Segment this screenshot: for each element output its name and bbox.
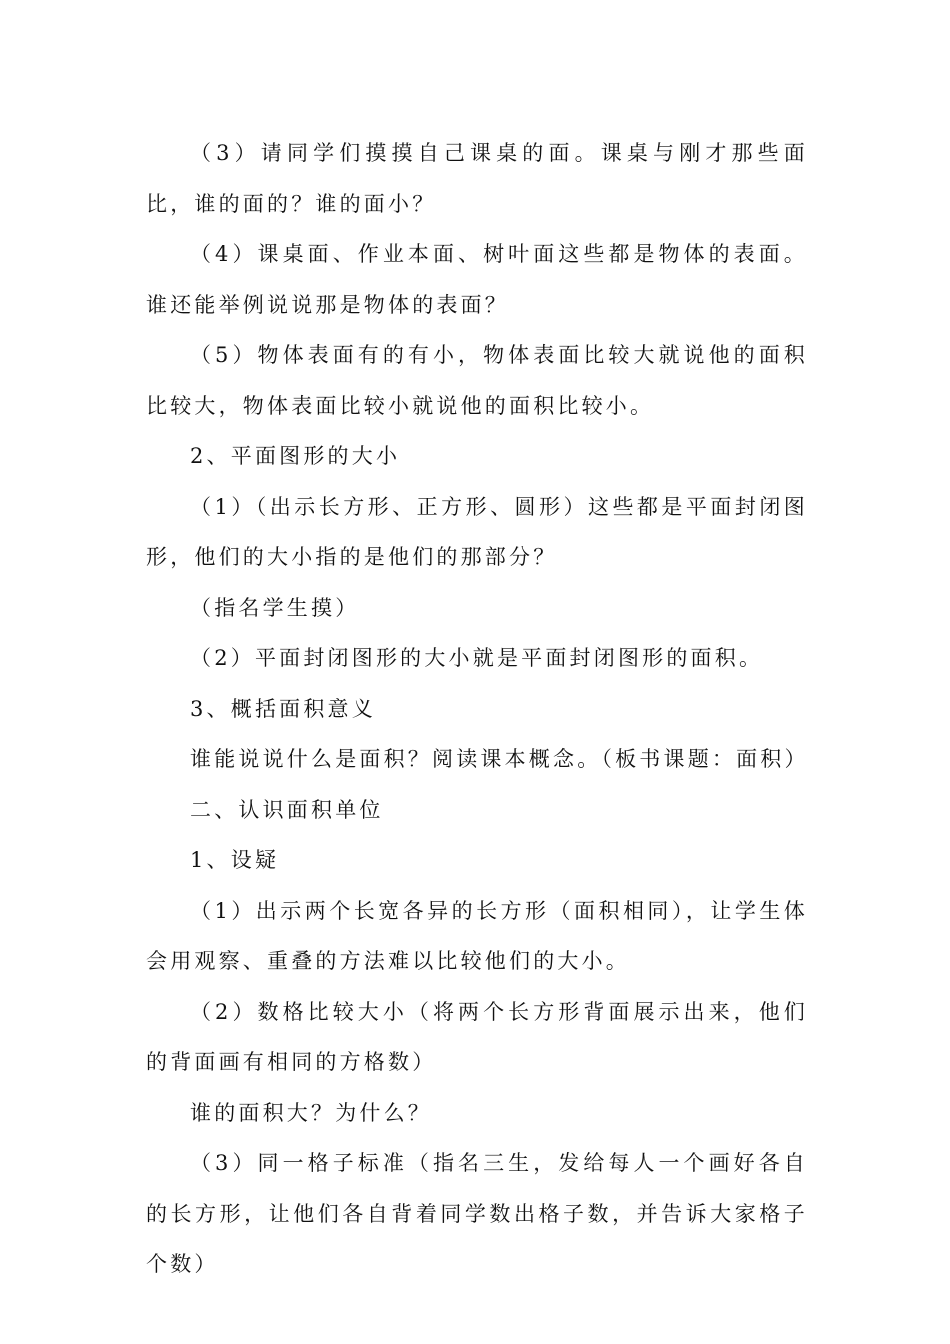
paragraph: （3）请同学们摸摸自己课桌的面。课桌与刚才那些面比，谁的面的？谁的面小？ bbox=[146, 141, 808, 216]
paragraph: （1）（出示长方形、正方形、圆形）这些都是平面封闭图形，他们的大小指的是他们的那部分？ bbox=[146, 494, 808, 569]
paragraph: （4）课桌面、作业本面、树叶面这些都是物体的表面。谁还能举例说说那是物体的表面？ bbox=[146, 242, 808, 317]
section-heading: 3、概括面积意义 bbox=[190, 696, 376, 721]
section-heading: 二、认识面积单位 bbox=[190, 797, 384, 822]
paragraph: （2）数格比较大小（将两个长方形背面展示出来，他们的背面画有相同的方格数） bbox=[146, 999, 808, 1074]
paragraph: （5）物体表面有的有小，物体表面比较大就说他的面积比较大，物体表面比较小就说他的面积比较小。 bbox=[146, 343, 808, 418]
document-body bbox=[146, 128, 808, 1290]
paragraph: （3）同一格子标准（指名三生，发给每人一个画好各自的长方形，让他们各自背着同学数出格子数，并告诉大家格子个数） bbox=[146, 1151, 808, 1276]
paragraph: 谁的面积大？为什么？ bbox=[190, 1100, 432, 1125]
paragraph: （指名学生摸） bbox=[190, 595, 360, 620]
section-heading: 2、平面图形的大小 bbox=[190, 444, 401, 468]
paragraph: （2）平面封闭图形的大小就是平面封闭图形的面积。 bbox=[190, 646, 764, 670]
paragraph: 谁能说说什么是面积？阅读课本概念。（板书课题：面积） bbox=[190, 747, 809, 771]
paragraph: （1）出示两个长宽各异的长方形（面积相同），让学生体会用观察、重叠的方法难以比较他们的大小。 bbox=[146, 898, 808, 973]
section-heading: 1、设疑 bbox=[190, 848, 280, 872]
